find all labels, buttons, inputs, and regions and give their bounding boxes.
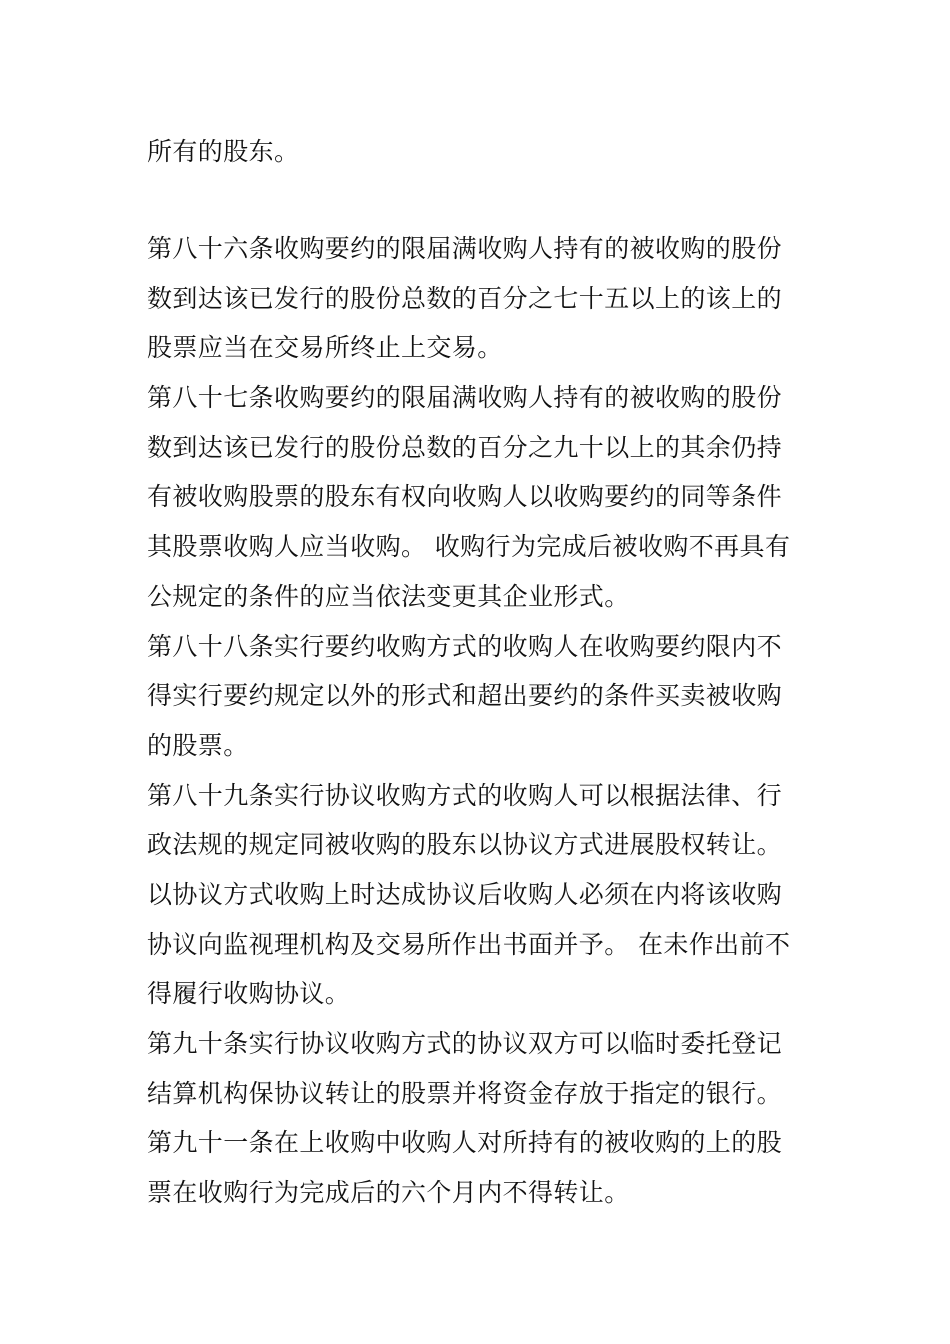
text-line: 第八十八条实行要约收购方式的收购人在收购要约限内不: [147, 631, 783, 661]
articles-section: [147, 224, 797, 1218]
text-line: 第八十九条实行协议收购方式的收购人可以根据法律、行: [147, 780, 783, 810]
text-line: 得实行要约规定以外的形式和超出要约的条件买卖被收购: [147, 681, 783, 711]
text-line: 其股票收购人应当收购。 收购行为完成后被收购不再具有: [147, 532, 791, 562]
text-line: 股票应当在交易所终止上交易。: [147, 333, 503, 363]
text-line: 数到达该已发行的股份总数的百分之九十以上的其余仍持: [147, 432, 783, 462]
text-line: 以协议方式收购上时达成协议后收购人必须在内将该收购: [147, 879, 783, 909]
text-line: 数到达该已发行的股份总数的百分之七十五以上的该上的: [147, 283, 783, 313]
text-line: 公规定的条件的应当依法变更其企业形式。: [147, 581, 630, 611]
paragraph-top: [147, 127, 797, 177]
text-line: 第八十七条收购要约的限届满收购人持有的被收购的股份: [147, 383, 783, 413]
text-line: 有被收购股票的股东有权向收购人以收购要约的同等条件: [147, 482, 783, 512]
text-line: 所有的股东。: [147, 137, 300, 166]
text-line: 的股票。: [147, 730, 249, 760]
text-line: 得履行收购协议。: [147, 979, 351, 1009]
text-line: 第八十六条收购要约的限届满收购人持有的被收购的股份: [147, 234, 783, 263]
text-line: 政法规的规定同被收购的股东以协议方式进展股权转让。: [147, 830, 783, 860]
text-line: 协议向监视理机构及交易所作出书面并予。 在未作出前不: [147, 929, 791, 959]
text-line: 第九十一条在上收购中收购人对所持有的被收购的上的股: [147, 1128, 783, 1158]
text-line: 票在收购行为完成后的六个月内不得转让。: [147, 1178, 630, 1208]
text-line: 结算机构保协议转让的股票并将资金存放于指定的银行。: [147, 1078, 783, 1108]
text-line: 第九十条实行协议收购方式的协议双方可以临时委托登记: [147, 1029, 783, 1058]
